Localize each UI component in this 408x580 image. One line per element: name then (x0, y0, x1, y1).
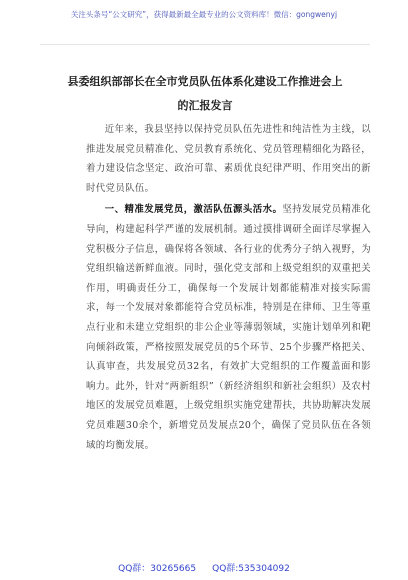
promo-header: 关注头条号“公文研究”，获得最新最全最专业的公文资料库！微信：gongwenyj (70, 10, 338, 19)
title-line-1: 县委组织部部长在全市党员队伍体系化建设工作推进会上 (67, 75, 343, 88)
section-1-paragraph (86, 200, 371, 455)
section-1-text: 坚持发展党员精准化导向，构建起科学严谨的发展机制。通过摸排调研全面详尽掌握入党积极分子信息，确保将各领域、各行业的优秀分子纳入视野，为党组织输送新鲜血液。同时，强化党支部和上级党组织的双重把关作用，明确责任分工，确保每一个发展计划都能精准对接实际需求，每一个发展对象都能符合党员标准，特别是在律师、卫生等重点行业和未建立党组织的非公企业等薄弱领域，实施计划单列和靶向倾斜政策，严格按照发展党员的5个环节、25个步骤严格把关、认真审查，共发展党员32名，有效扩大党组织的工作覆盖面和影响力。此外，针对“两新组织”（新经济组织和新社会组织）及农村地区的发展党员难题，上级党组织实施党建帮扶，共协助解决发展党员难题30余个，新增党员发展点20个，确保了党员队伍在各领域的均衡发展。 (86, 204, 372, 451)
document-body (86, 120, 371, 455)
qq-group-1: QQ群：30265665 (118, 564, 197, 574)
document-title (44, 70, 366, 118)
qq-group-2: QQ群:535304092 (212, 564, 290, 574)
header-divider (40, 44, 370, 45)
title-line-2: 的汇报发言 (177, 99, 233, 112)
qq-footer (0, 561, 408, 574)
intro-paragraph: 近年来，我县坚持以保持党员队伍先进性和纯洁性为主线，以推进发展党员精准化、党员教育系统化、党员管理精细化为路径，着力建设信念坚定、政治可靠、素质优良纪律严明、作用突出的新时代党员队伍。 (86, 124, 371, 194)
section-1-heading: 一、精准发展党员，激活队伍源头活水。 (104, 204, 283, 216)
